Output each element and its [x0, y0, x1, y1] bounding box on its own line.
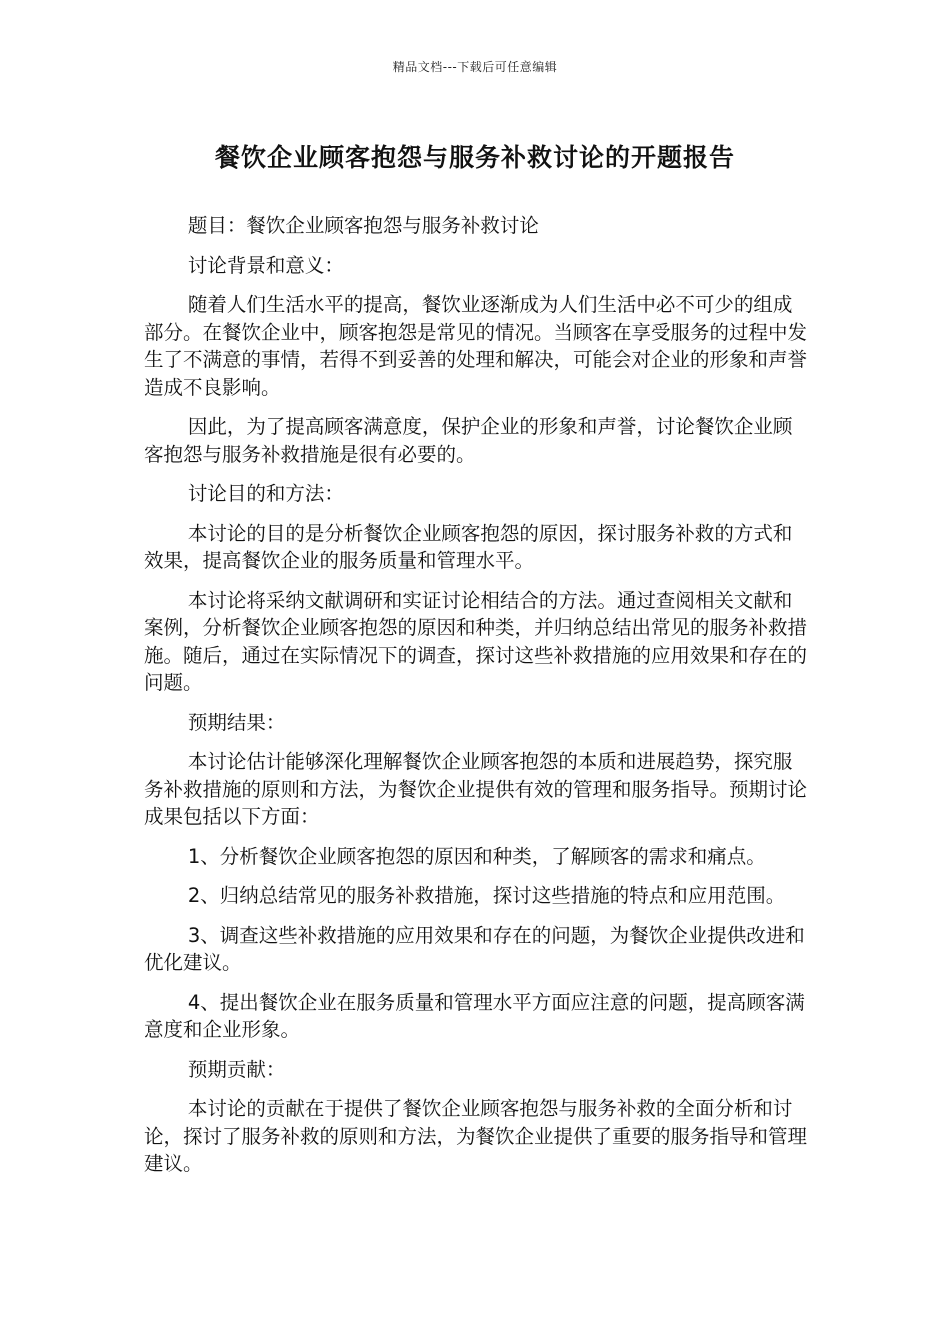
- document-title: 餐饮企业顾客抱怨与服务补救讨论的开题报告: [214, 143, 735, 172]
- paragraph: 本讨论的目的是分析餐饮企业顾客抱怨的原因，探讨服务补救的方式和效果，提高餐饮企业的服务质量和管理水平。: [144, 521, 793, 572]
- paragraph: 随着人们生活水平的提高，餐饮业逐渐成为人们生活中必不可少的组成部分。在餐饮企业中，顾客抱怨是常见的情况。当顾客在享受服务的过程中发生了不满意的事情，若得不到妥善的处理和解决，可能会对企业的形象和声誉造成不良影响。: [144, 293, 808, 399]
- section-heading-expected-results: 预期结果：: [187, 710, 286, 734]
- list-item: 3、调查这些补救措施的应用效果和存在的问题，为餐饮企业提供改进和优化建议。: [144, 923, 805, 974]
- paragraph: 本讨论的贡献在于提供了餐饮企业顾客抱怨与服务补救的全面分析和讨论，探讨了服务补救的原则和方法，为餐饮企业提供了重要的服务指导和管理建议。: [144, 1097, 808, 1175]
- list-item: 2、归纳总结常见的服务补救措施，探讨这些措施的特点和应用范围。: [187, 884, 786, 907]
- list-item: 4、提出餐饮企业在服务质量和管理水平方面应注意的问题，提高顾客满意度和企业形象。: [144, 990, 805, 1041]
- document-body: [144, 212, 808, 1190]
- paragraph: 本讨论将采纳文献调研和实证讨论相结合的方法。通过查阅相关文献和案例，分析餐饮企业顾客抱怨的原因和种类，并归纳总结出常见的服务补救措施。随后，通过在实际情况下的调查，探讨这些补救措施的应用效果和存在的问题。: [144, 588, 808, 694]
- list-item: 1、分析餐饮企业顾客抱怨的原因和种类，了解顾客的需求和痛点。: [187, 844, 766, 868]
- section-heading-expected-contribution: 预期贡献：: [187, 1057, 286, 1081]
- page-header: 精品文档---下载后可任意编辑: [392, 60, 558, 74]
- paragraph: 本讨论估计能够深化理解餐饮企业顾客抱怨的本质和进展趋势，探究服务补救措施的原则和方法，为餐饮企业提供有效的管理和服务指导。预期讨论成果包括以下方面：: [144, 750, 808, 828]
- topic-line: 题目：餐饮企业顾客抱怨与服务补救讨论: [187, 214, 539, 237]
- section-heading-purpose-method: 讨论目的和方法：: [187, 482, 344, 505]
- section-heading-background: 讨论背景和意义：: [187, 253, 344, 277]
- paragraph: 因此，为了提高顾客满意度，保护企业的形象和声誉，讨论餐饮企业顾客抱怨与服务补救措施是很有必要的。: [144, 415, 793, 466]
